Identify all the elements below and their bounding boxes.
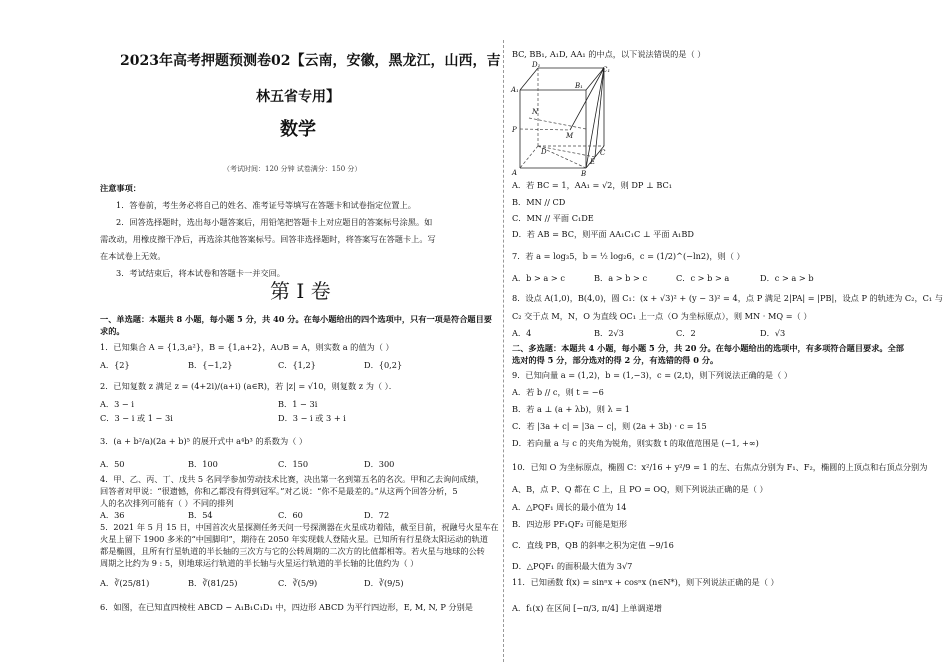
q9-stem: 9．已知向量 a = (1,2)，b = (1,−3)，c = (2,t)，则下列说法正确的是（ ） — [512, 370, 793, 380]
q8-option-c: C．2 — [676, 328, 696, 338]
note-2: 2．回答选择题时，选出每小题答案后，用铅笔把答题卡上对应题目的答案标号涂黑。如 — [116, 217, 433, 227]
q10-option-a: A．△PQF₁ 周长的最小值为 14 — [512, 502, 627, 512]
label-a: A — [512, 169, 518, 177]
label-a1: A₁ — [511, 86, 519, 94]
q4-option-c: C．60 — [278, 510, 303, 520]
notes-heading: 注意事项： — [100, 183, 141, 193]
q6-stem: 6．如图，在已知直四棱柱 ABCD − A₁B₁C₁D₁ 中，四边形 ABCD 为平行四边形，E, M, N, P 分别是 — [100, 602, 473, 612]
prism-figure — [510, 60, 610, 178]
q5-line-3: 都是椭圆，且所有行星轨道的半长轴的三次方与它的公转周期的二次方的比值都相等。若火星与地球的公转 — [100, 546, 485, 556]
q10-option-d: D．△PQF₁ 的面积最大值为 3√7 — [512, 561, 633, 571]
label-b: B — [581, 170, 587, 178]
q4-line-3: 人的名次排列可能有（ ）不同的排列 — [100, 498, 234, 508]
q5-line-4: 周期之比约为 9 : 5，则地球运行轨道的半长轴与火星运行轨道的半长轴的比值约为（ ） — [100, 558, 419, 568]
q2-option-c: C．3 − i 或 1 − 3i — [100, 413, 173, 423]
q8-option-d: D．√3 — [760, 328, 786, 338]
q5-option-b: B．∛(81/25) — [188, 578, 238, 588]
q8-option-a: A．4 — [512, 328, 532, 338]
q3-option-c: C．150 — [278, 459, 309, 469]
note-2-end: 在本试卷上无效。 — [100, 251, 166, 261]
q5-line-1: 5．2021 年 5 月 15 日，中国首次火星探测任务天问一号探测器在火星成功着陆，截至目前，祝融号火星车在 — [100, 522, 499, 532]
q7-option-a: A．b > a > c — [512, 273, 565, 283]
q6-option-c: C．MN // 平面 C₁DE — [512, 213, 594, 223]
q9-option-b: B．若 a ⊥ (a + λb)，则 λ = 1 — [512, 404, 630, 414]
q3-option-d: D．300 — [364, 459, 395, 469]
q4-line-1: 4．甲、乙、丙、丁、戊共 5 名同学参加劳动技术比赛，决出第一名到第五名的名次。甲和乙去询问成绩， — [100, 474, 485, 484]
q2-stem: 2．已知复数 z 满足 z = (4+2i)/(a+i) (a∈R)，若 |z| = √10，则复数 z 为（ ）． — [100, 381, 397, 391]
q5-option-d: D．∛(9/5) — [364, 578, 404, 588]
q3-stem: 3．(a + b²/a)(2a + b)⁵ 的展开式中 a⁴b³ 的系数为（ ） — [100, 436, 308, 446]
multi-choice-intro-1: 二、多选题：本题共 4 小题，每小题 5 分，共 20 分。在每小题给出的选项中，有多项符合题目要求。全部 — [512, 343, 904, 353]
column-divider — [503, 40, 504, 662]
q4-line-2: 回答者对甲说：“很遗憾，你和乙都没有得到冠军。”对乙说：“你不是最差的。”从这两个回答分析，5 — [100, 486, 458, 496]
q7-option-d: D．c > a > b — [760, 273, 814, 283]
q7-option-b: B．a > b > c — [594, 273, 648, 283]
q2-option-b: B．1 − 3i — [278, 399, 318, 409]
q4-option-b: B．54 — [188, 510, 213, 520]
q2-option-a: A．3 − i — [100, 399, 134, 409]
q11-stem: 11．已知函数 f(x) = sinⁿx + cosⁿx (n∈N*)，则下列说法正确的是（ ） — [512, 577, 779, 587]
q1-option-b: B．{−1,2} — [188, 360, 233, 370]
q1-option-a: A．{2} — [100, 360, 130, 370]
label-d: D — [541, 148, 547, 156]
label-p: P — [512, 126, 517, 134]
note-2-cont: 需改动，用橡皮擦干净后，再选涂其他答案标号。回答非选择题时，将答案写在答题卡上。写 — [100, 234, 436, 244]
q5-option-a: A．∛(25/81) — [100, 578, 150, 588]
q3-option-a: A．50 — [100, 459, 125, 469]
subject-title: 数学 — [280, 119, 316, 140]
single-choice-intro-1: 一、单选题：本题共 8 小题，每小题 5 分，共 40 分。在每小题给出的四个选项中，只有一项是符合题目要 — [100, 314, 492, 324]
q9-option-d: D．若向量 a 与 c 的夹角为锐角，则实数 t 的取值范围是 (−1, +∞) — [512, 438, 759, 448]
q2-option-d: D．3 − i 或 3 + i — [278, 413, 346, 423]
title-line-2: 林五省专用】 — [256, 89, 340, 105]
q8-stem-2: C₂ 交于点 M，N，O 为直线 OC₁ 上一点（O 为坐标原点），则 MN · MQ =（ ） — [512, 311, 812, 321]
section-title: 第 I 卷 — [270, 279, 331, 303]
label-n: N — [532, 108, 539, 116]
exam-info: （考试时间：120 分钟 试卷满分：150 分） — [223, 165, 362, 173]
q4-option-a: A．36 — [100, 510, 125, 520]
q8-stem: 8．设点 A(1,0)，B(4,0)，圆 C₁：(x + √3)² + (y − 3)² = 4，点 P 满足 2|PA| = |PB|，设点 P 的轨迹为 C₂，C₁ 与 — [512, 293, 943, 303]
q9-option-c: C．若 |3a + c| = |3a − c|，则 (2a + 3b) · c = 15 — [512, 421, 707, 431]
single-choice-intro-2: 求的。 — [100, 326, 125, 336]
q6-option-a: A．若 BC = 1，AA₁ = √2，则 DP ⊥ BC₁ — [512, 180, 673, 190]
left-column — [98, 0, 501, 672]
q10-option-c: C．直线 PB，QB 的斜率之积为定值 −9/16 — [512, 540, 674, 550]
q11-option-a: A．f₁(x) 在区间 [−π/3, π/4] 上单调递增 — [512, 603, 662, 613]
q6-option-d: D．若 AB = BC，则平面 AA₁C₁C ⊥ 平面 A₁BD — [512, 229, 694, 239]
label-d1: D₁ — [532, 61, 541, 69]
label-c: C — [600, 149, 606, 157]
q1-stem: 1．已知集合 A = {1,3,a²}，B = {1,a+2}，A∪B = A，则实数 a 的值为（ ） — [100, 342, 394, 352]
right-column — [510, 0, 943, 672]
q7-stem: 7．若 a = log₃5，b = ½ log₂6，c = (1/2)^(−ln2)，则（ ） — [512, 251, 745, 261]
q10-stem: 10．已知 O 为坐标原点，椭圆 C：x²/16 + y²/9 = 1 的左、右焦点分别为 F₁、F₂，椭圆的上顶点和右顶点分别为 — [512, 462, 928, 472]
title-line-1: 2023年高考押题预测卷02【云南，安徽，黑龙江，山西，吉 — [120, 53, 501, 69]
q8-option-b: B．2√3 — [594, 328, 624, 338]
q3-option-b: B．100 — [188, 459, 218, 469]
q1-option-d: D．{0,2} — [364, 360, 403, 370]
q10-option-b: B．四边形 PF₁QF₂ 可能是矩形 — [512, 519, 628, 529]
note-1: 1．答卷前，考生务必将自己的姓名、准考证号等填写在答题卡和试卷指定位置上。 — [116, 200, 416, 210]
q9-option-a: A．若 b // c，则 t = −6 — [512, 387, 604, 397]
q6-stem-2: BC, BB₁, A₁D, AA₁ 的中点，以下说法错误的是（ ） — [512, 49, 706, 59]
q5-option-c: C．∛(5/9) — [278, 578, 318, 588]
q10-stem-2: A、B，点 P、Q 都在 C 上，且 PO = OQ，则下列说法正确的是（ ） — [512, 484, 768, 494]
note-3: 3．考试结束后，将本试卷和答题卡一并交回。 — [116, 268, 285, 278]
label-m: M — [566, 132, 574, 140]
multi-choice-intro-2: 选对的得 5 分，部分选对的得 2 分，有选错的得 0 分。 — [512, 355, 719, 365]
label-e: E — [590, 158, 596, 166]
q5-line-2: 火星上留下 1900 多米的“中国脚印”，期待在 2050 年实现载人登陆火星。已知所有行星绕太阳运动的轨道 — [100, 534, 488, 544]
q4-option-d: D．72 — [364, 510, 390, 520]
q7-option-c: C．c > b > a — [676, 273, 730, 283]
q6-option-b: B．MN // CD — [512, 197, 566, 207]
label-c1: C₁ — [602, 66, 610, 74]
label-b1: B₁ — [575, 82, 583, 90]
q1-option-c: C．{1,2} — [278, 360, 316, 370]
